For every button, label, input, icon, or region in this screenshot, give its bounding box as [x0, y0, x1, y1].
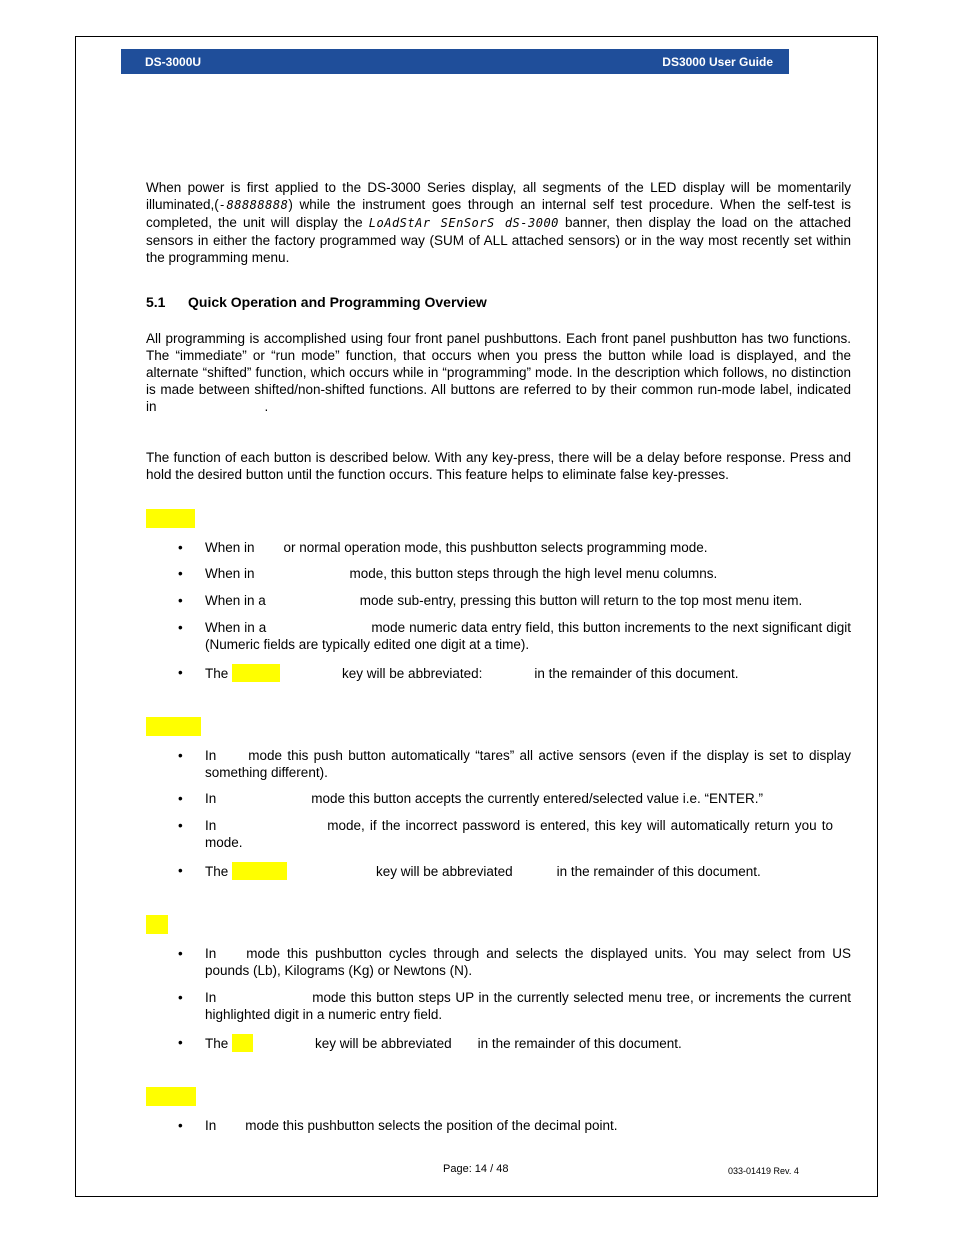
intro-paragraph: When power is first applied to the DS-3000 Series display, all segments of the LED display will be momentarily illuminated,(-88888888) while the instrument goes through an internal self test procedure. When the self-test is completed, the unit will display the LoAdStAr SEnSorS dS-3000 banner, then display the load on the attached sensors in either the factory programmed way (SUM of ALL attached sensors) or in the way most recently set within the programming menu.	[146, 180, 851, 265]
page-header	[121, 49, 789, 74]
list-item: • In mode this push button automatically “tares” all active sensors (even if the display is set to display something different).	[178, 748, 851, 780]
button1-label-highlight	[146, 509, 195, 528]
list-item: • In mode this pushbutton selects the position of the decimal point.	[178, 1118, 618, 1133]
section-heading	[146, 294, 487, 310]
button4-label-highlight	[146, 1087, 196, 1106]
list-item: • In mode, if the incorrect password is entered, this key will automatically return you tomode.	[178, 818, 833, 850]
button2-label-highlight	[146, 717, 201, 736]
section-paragraph-2: The function of each button is described below. With any key-press, there will be a delay before response. Press and hold the desired button until the function occurs. This feature helps to eliminate false key-presses.	[146, 450, 851, 482]
section-title: Quick Operation and Programming Overview	[188, 294, 487, 310]
list-item: • In mode this button accepts the currently entered/selected value i.e. “ENTER.”	[178, 791, 763, 806]
header-model: DS-3000U	[145, 54, 202, 69]
section-number: 5.1	[146, 294, 166, 310]
led-all-segments: -88888888	[218, 198, 289, 212]
list-item: • In mode this button steps UP in the currently selected menu tree, or increments the current highlighted digit in a numeric entry field.	[178, 990, 851, 1022]
page-number: Page: 14 / 48	[443, 1163, 509, 1175]
list-item: • When in or normal operation mode, this pushbutton selects programming mode.	[178, 540, 708, 555]
button3-label-highlight	[146, 915, 168, 934]
led-banner: LoAdStAr SEnSorS dS-3000	[368, 216, 559, 230]
list-item: • The key will be abbreviated: in the remainder of this document.	[178, 665, 739, 681]
list-item: • When in mode, this button steps through the high level menu columns.	[178, 566, 718, 581]
document-revision: 033-01419 Rev. 4	[728, 1166, 799, 1176]
list-item: • The key will be abbreviated in the remainder of this document.	[178, 1035, 682, 1051]
list-item: • The key will be abbreviated in the remainder of this document.	[178, 863, 761, 879]
list-item: • When in a mode numeric data entry field, this button increments to the next significant digit (Numeric fields are typically edited one digit at a time).	[178, 620, 851, 652]
list-item: • In mode this pushbutton cycles through and selects the displayed units. You may select from US pounds (Lb), Kilograms (Kg) or Newtons (N).	[178, 946, 851, 978]
header-guide-title: DS3000 User Guide	[662, 54, 773, 69]
list-item: • When in a mode sub-entry, pressing this button will return to the top most menu item.	[178, 593, 803, 608]
section-paragraph-1: All programming is accomplished using four front panel pushbuttons. Each front panel pushbutton has two functions. The “immediate” or “run mode” function, that occurs when you press the button while load is displayed, and the alternate “shifted” function, which occurs while in “programming” mode. In the description which follows, no distinction is made between shifted/non-shifted functions. All buttons are referred to by their common run-mode label, indicated in .	[146, 331, 851, 414]
